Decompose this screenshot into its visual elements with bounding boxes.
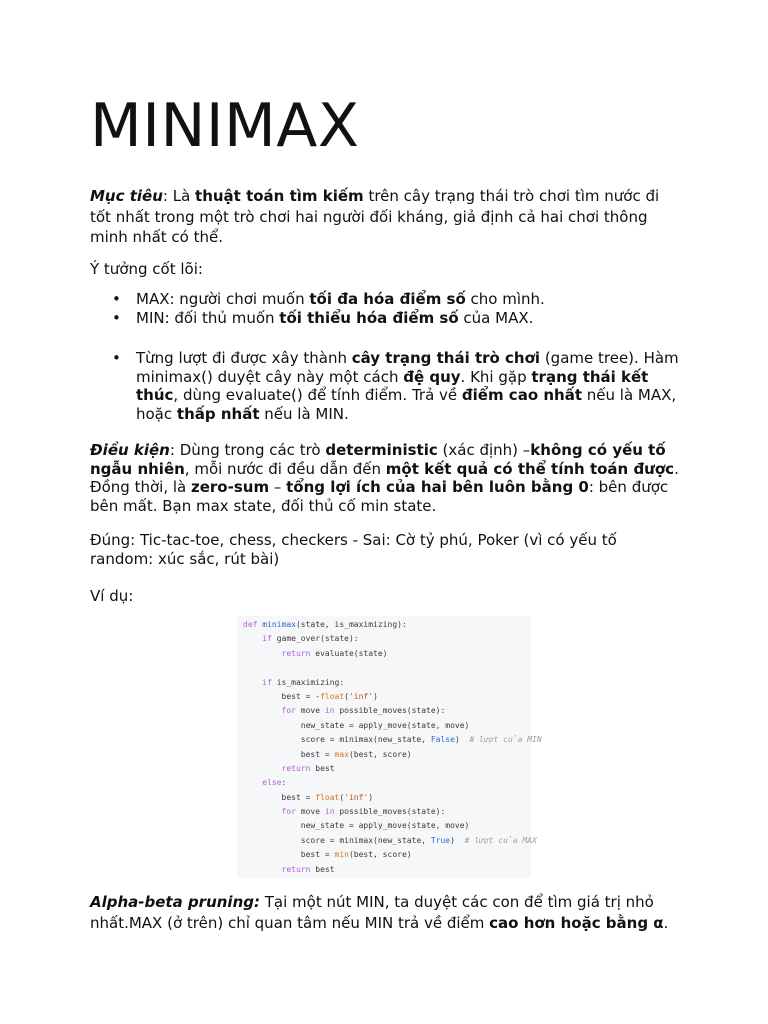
list-item-bold: điểm cao nhất: [461, 386, 583, 404]
alphabeta-bold: cao hơn hoặc bằng α: [489, 913, 664, 932]
code-text: move: [300, 807, 325, 817]
condition-bold: một kết quả có thể tính toán được: [385, 459, 675, 478]
code-text: (: [344, 691, 349, 701]
code-snippet-image: [237, 616, 542, 878]
condition-text: . Đồng thời, là: [90, 459, 679, 496]
code-text: best = -: [281, 691, 321, 701]
code-text: best: [315, 763, 335, 773]
idea-heading: Ý tưởng cốt lõi:: [90, 260, 203, 278]
code-builtin: float: [315, 792, 340, 802]
code-line: [243, 704, 531, 718]
alphabeta-label: Alpha-beta pruning:: [90, 893, 260, 911]
code-text: ): [450, 835, 455, 845]
condition-text: : Dùng trong các trò: [169, 441, 326, 459]
code-keyword: else: [262, 778, 282, 788]
goal-bold-1: thuật toán tìm kiếm: [195, 187, 364, 205]
code-builtin: float: [320, 691, 345, 701]
list-item-bold: đệ quy: [403, 367, 461, 386]
code-line: [243, 719, 531, 733]
code-text: is_maximizing:: [276, 677, 345, 687]
code-line: [243, 618, 531, 632]
code-boolean: True: [430, 835, 451, 845]
list-item-game-tree: [108, 349, 680, 423]
code-line: [243, 632, 531, 646]
code-text: (best, score): [348, 850, 412, 860]
code-line: [243, 748, 531, 762]
code-line: [243, 819, 531, 833]
code-line: [243, 863, 531, 877]
list-item-text: , dùng evaluate() để tính điểm. Trả về: [173, 386, 462, 404]
list-item-min: [108, 309, 680, 328]
condition-paragraph: [90, 441, 680, 515]
list-item-text: nếu là MAX, hoặc: [136, 386, 677, 423]
code-keyword: in: [324, 807, 340, 817]
code-keyword: if: [262, 634, 277, 644]
examples-paragraph: Đúng: Tic-tac-toe, chess, checkers - Sai: Cờ tỷ phú, Poker (vì có yếu tố random: xúc sắc, rút bài): [90, 531, 617, 568]
list-item-bold: cây trạng thái trò chơi: [351, 349, 541, 367]
code-text: score = minimax(new_state,: [300, 735, 431, 745]
code-keyword: return: [281, 648, 316, 658]
code-text: new_state = apply_move(state, move): [300, 821, 470, 831]
alphabeta-text: .: [663, 913, 669, 932]
code-text: (: [339, 792, 345, 802]
code-text: move: [300, 706, 325, 716]
code-builtin: max: [334, 749, 349, 759]
code-keyword: def: [243, 620, 263, 629]
code-text: ): [368, 792, 374, 802]
list-item-max: [108, 290, 680, 309]
code-text: evaluate(state): [315, 648, 388, 658]
goal-paragraph: [90, 186, 680, 248]
code-line: [243, 805, 531, 819]
code-text: best =: [281, 792, 316, 802]
code-text: game_over(state):: [276, 634, 359, 644]
code-line: [243, 834, 537, 848]
list-item-text: MIN: đối thủ muốn: [136, 308, 280, 327]
condition-text: , mỗi nước đi đều dẫn đến: [184, 459, 386, 478]
code-string: 'inf': [344, 792, 369, 802]
code-comment: # lượt của MIN: [469, 735, 542, 745]
alphabeta-text: Tại một nút MIN, ta duyệt các con để tìm giá trị nhỏ nhất.MAX (ở trên) chỉ quan tâm nếu MIN trả về điểm: [90, 893, 654, 932]
code-text: score = minimax(new_state,: [300, 835, 431, 845]
list-item-bold: trạng thái kết thúc: [136, 367, 649, 404]
code-text: best: [315, 864, 335, 874]
example-heading: Ví dụ:: [90, 587, 134, 605]
list-item-bold: tối thiểu hóa điểm số: [279, 308, 459, 327]
code-boolean: False: [430, 735, 455, 745]
condition-text: : bên được bên mất. Bạn max state, đối thủ cố min state.: [90, 478, 669, 515]
code-builtin: min: [334, 850, 349, 860]
list-item-text: . Khi gặp: [460, 367, 532, 386]
condition-bold: không có yếu tố ngẫu nhiên: [90, 441, 666, 478]
code-line: [243, 762, 531, 776]
list-item-text: Từng lượt đi được xây thành: [136, 349, 352, 367]
code-line: [243, 733, 542, 747]
list-item-bold: thấp nhất: [176, 404, 260, 423]
page-title: MINIMAX: [90, 91, 360, 161]
condition-text: (xác định) –: [437, 441, 531, 459]
code-line: [243, 791, 531, 805]
list-item-text: của MAX.: [458, 308, 534, 327]
code-line: [243, 690, 531, 704]
code-line: [243, 676, 531, 690]
code-text: new_state = apply_move(state, move): [300, 720, 470, 730]
code-text: :: [281, 778, 287, 788]
code-text: possible_moves(state):: [339, 807, 446, 817]
code-string: 'inf': [348, 691, 374, 701]
list-item-text: nếu là MIN.: [259, 404, 349, 423]
code-text: best =: [300, 850, 335, 860]
code-function: minimax: [262, 620, 296, 629]
code-text: (best, score): [348, 749, 412, 759]
code-text: (state, is_maximizing):: [295, 620, 407, 629]
code-text: best =: [300, 749, 335, 759]
code-keyword: for: [281, 807, 301, 817]
goal-label: Mục tiêu: [90, 187, 163, 205]
list-item-text: MAX: người chơi muốn: [136, 290, 310, 308]
core-idea-list: [108, 290, 680, 327]
condition-bold: deterministic: [325, 441, 438, 459]
condition-label: Điều kiện: [90, 441, 170, 459]
list-item-text: cho mình.: [465, 290, 545, 308]
list-item-bold: tối đa hóa điểm số: [309, 290, 466, 308]
code-text: possible_moves(state):: [339, 706, 446, 716]
code-keyword: if: [262, 677, 277, 687]
code-comment: # lượt của MAX: [464, 835, 537, 845]
code-line: [243, 647, 531, 661]
code-line: [243, 848, 531, 862]
code-text: ): [454, 735, 460, 745]
code-keyword: return: [281, 864, 316, 874]
game-tree-list: [108, 349, 680, 423]
condition-text: –: [269, 478, 287, 496]
alphabeta-paragraph: [90, 892, 690, 933]
code-line: [243, 661, 531, 675]
code-line: [243, 776, 531, 790]
condition-bold: zero-sum: [191, 478, 270, 496]
goal-text-1: : Là: [162, 187, 196, 205]
code-keyword: for: [281, 706, 301, 716]
code-text: ): [373, 691, 378, 701]
code-keyword: in: [324, 706, 340, 716]
list-item-text: (game tree). Hàm minimax() duyệt cây này một cách: [136, 349, 679, 386]
goal-text-2: trên cây trạng thái trò chơi tìm nước đi tốt nhất trong một trò chơi hai người đối kháng, giả định cả hai chơi thông minh nhất có thể.: [90, 187, 660, 246]
code-keyword: return: [281, 763, 316, 773]
condition-bold: tổng lợi ích của hai bên luôn bằng 0: [286, 478, 589, 496]
